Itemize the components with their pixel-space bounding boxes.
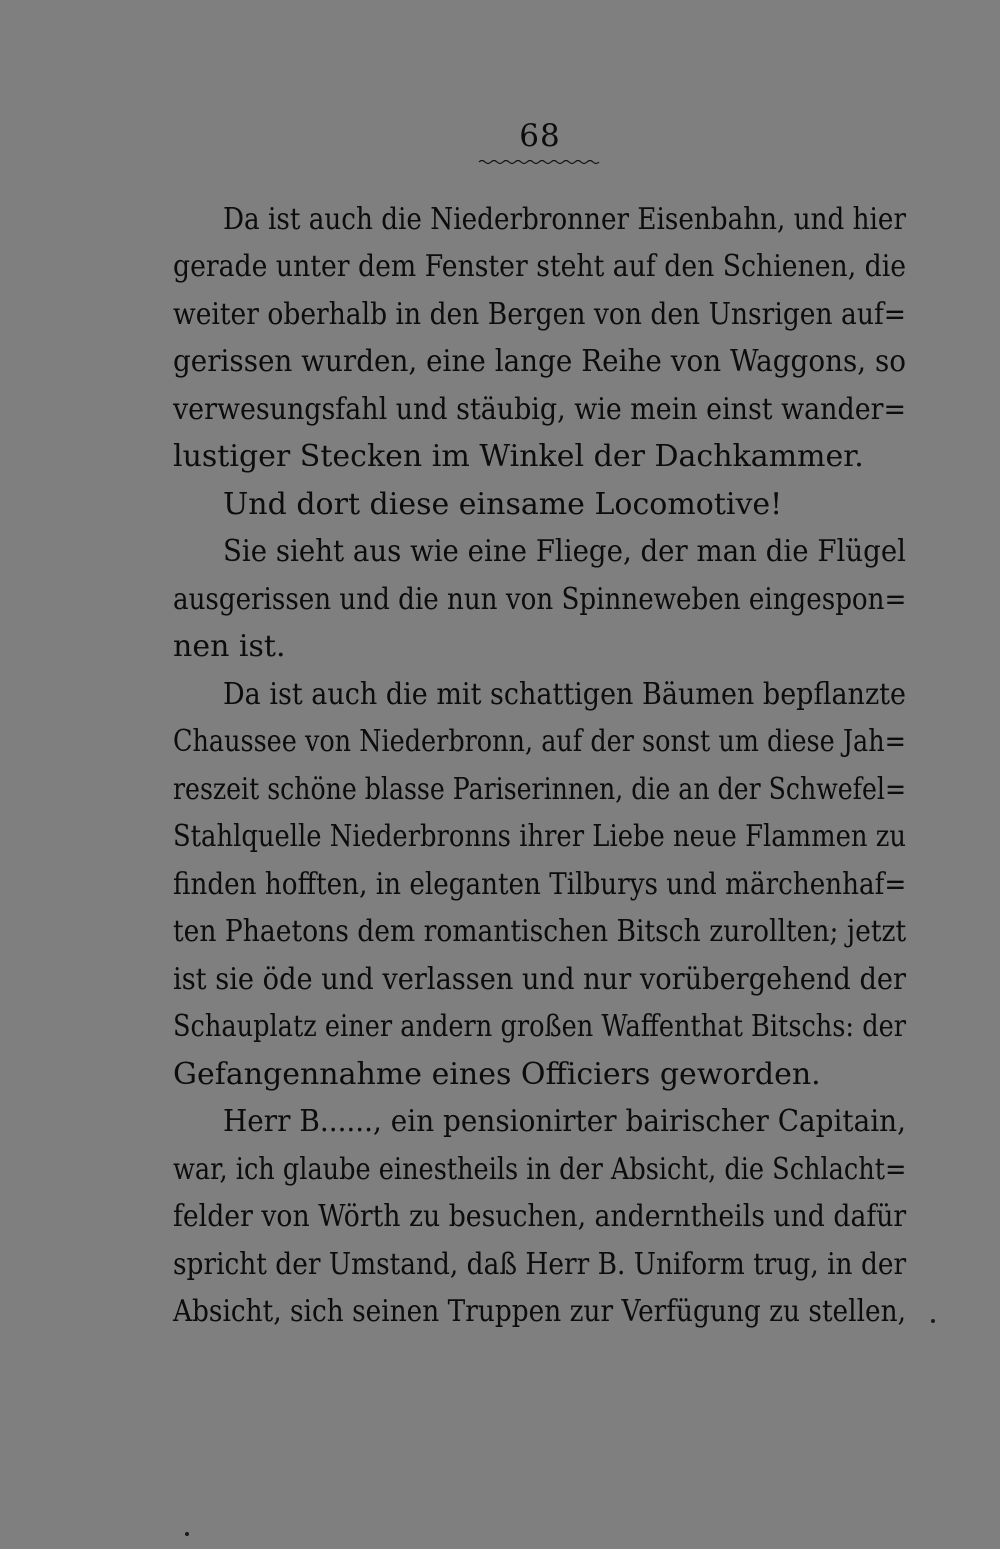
decorative-wavy-rule [478,158,600,166]
text-line: finden hofften, in eleganten Tilburys und märchenhaf= [173,867,907,902]
text-line: Sie sieht aus wie eine Fliege, der man die Flügel [223,534,906,569]
text-line: lustiger Stecken im Winkel der Dachkammer. [173,439,864,474]
text-line: gerade unter dem Fenster steht auf den Schienen, die [173,249,907,284]
text-line: Da ist auch die mit schattigen Bäumen bepflanzte [223,677,906,712]
text-line: Gefangennahme eines Officiers geworden. [173,1057,821,1092]
text-line: ausgerissen und die nun von Spinneweben eingespon= [173,582,907,617]
text-line: ist sie öde und verlassen und nur vorübergehend der [173,962,906,997]
page-number: 68 [519,118,561,154]
scan-speck [931,1319,935,1323]
text-line: Stahlquelle Niederbronns ihrer Liebe neue Flammen zu [173,819,906,854]
text-line: war, ich glaube einestheils in der Absicht, die Schlacht= [173,1152,907,1187]
text-line: Chaussee von Niederbronn, auf der sonst um diese Jah= [173,724,906,759]
text-line: Da ist auch die Niederbronner Eisenbahn, und hier [223,202,906,237]
text-line: gerissen wurden, eine lange Reihe von Waggons, so [173,344,906,379]
text-line: Schauplatz einer andern großen Waffenthat Bitschs: der [173,1009,906,1044]
text-line: Absicht, sich seinen Truppen zur Verfügung zu stellen, [173,1294,906,1329]
text-line: felder von Wörth zu besuchen, anderntheils und dafür [173,1199,907,1234]
text-line: Herr B......, ein pensionirter bairischer Capitain, [223,1104,906,1139]
text-line: Und dort diese einsame Locomotive! [223,487,783,522]
text-line: spricht der Umstand, daß Herr B. Uniform trug, in der [173,1247,907,1282]
scan-speck [185,1532,189,1536]
text-line: nen ist. [173,629,286,664]
text-line: ten Phaetons dem romantischen Bitsch zurollten; jetzt [173,914,907,949]
text-line: weiter oberhalb in den Bergen von den Unsrigen auf= [173,297,906,332]
text-line: verwesungsfahl und stäubig, wie mein einst wander= [173,392,906,427]
text-line: reszeit schöne blasse Pariserinnen, die an der Schwefel= [173,772,907,807]
